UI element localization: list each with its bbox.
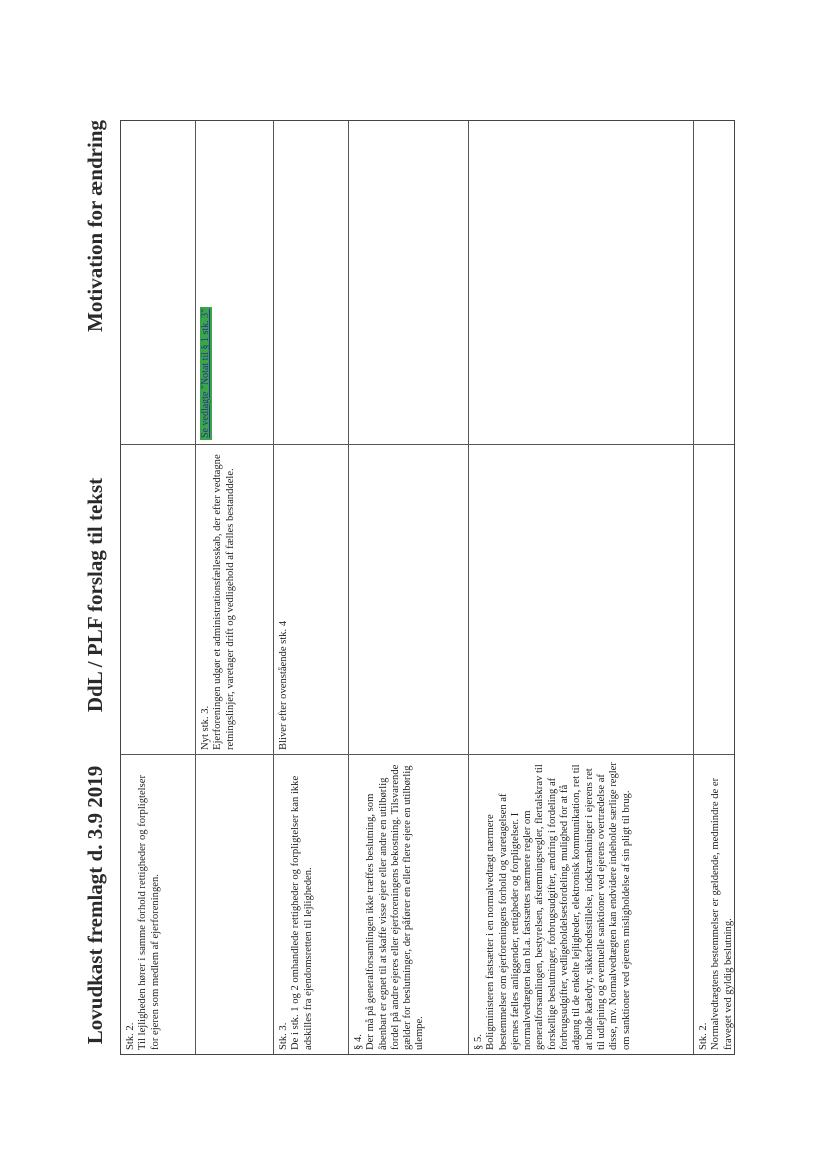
table-cell-forslag <box>694 444 734 754</box>
table-cell-motivation <box>349 121 468 444</box>
comparison-table <box>120 120 735 1055</box>
header-motivation: Motivation for ændring <box>83 120 107 332</box>
table-cell-motivation <box>121 121 195 444</box>
rotated-page <box>70 120 735 1055</box>
table-cell-forslag: Nyt stk. 3. Ejerforeningen udgør et administrationsfællesskab, der efter vedtagne retningslinjer, varetager drift og vedligehold af fælles bestanddele. <box>196 444 273 754</box>
table-cell-lovudkast: § 5. Boligministeren fastsætter i en normalvedtægt nærmere bestemmelser om ejerforeningens forhold og varetagelsen af ejernes fælles anliggender, rettigheder og forpligtelser. I normalvedtægten kan bl.a. fastsættes nærmere regler om generalforsamlingen, bestyrelsen, afstemningsregler, flertalskrav til forskellige beslutninger, forbrugsudgifter, ændring i fordeling af forbrugsudgifter, vedligeholdelsesfordeling, mulighed for at få adgang til de enkelte lejligheder, elektronisk kommunikation, ret til at holde kæledyr, sikkerhedsstillelse, indskrænkninger i ejerens ret til udlejning og eventuelle sanktioner ved ejerens overtrædelse af disse, mv. Normalvedtægten kan endvidere indeholde særlige regler om sanktioner ved ejerens misligholdelse af sin pligt til brug. <box>469 754 693 1054</box>
header-lovudkast: Lovudkast fremlagt d. 3.9 2019 <box>83 765 107 1045</box>
table-cell-lovudkast: Stk. 2. Til lejligheden hører i samme forhold rettigheder og forpligtelser for ejeren som medlem af ejerforeningen. <box>121 754 195 1054</box>
table-cell-forslag <box>121 444 195 754</box>
table-row <box>121 121 196 1054</box>
table-row <box>469 121 694 1054</box>
header-forslag: DdL / PLF forslag til tekst <box>83 477 107 713</box>
table-cell-forslag: Bliver efter ovenstående stk. 4 <box>274 444 348 754</box>
table-row <box>349 121 469 1054</box>
table-cell-lovudkast: Stk. 2. Normalvedtægtens bestemmelser er gældende, medmindre de er fraveget ved gyldig beslutning. <box>694 754 734 1054</box>
table-cell-motivation <box>694 121 734 444</box>
table-cell-motivation <box>274 121 348 444</box>
note-link[interactable]: Se vedlagte "Notat til § 1 stk. 3" <box>200 308 211 438</box>
table-row <box>274 121 349 1054</box>
table-cell-forslag <box>349 444 468 754</box>
table-cell-lovudkast: Stk. 3. De i stk. 1 og 2 omhandlede rettigheder og forpligtelser kan ikke adskilles fra ejendomsretten til lejligheden. <box>274 754 348 1054</box>
table-row <box>694 121 734 1054</box>
table-cell-forslag <box>469 444 693 754</box>
table-cell-lovudkast: § 4. Der må på generalforsamlingen ikke træffes beslutning, som åbenbart er egnet til at skaffe visse ejere eller andre en utilbørlig fordel på andre ejeres eller ejerforeningens bekostning. Tilsvarende gælder for beslutninger, der påfører en eller flere ejere en utilbørlig ulempe. <box>349 754 468 1054</box>
table-cell-lovudkast <box>196 754 273 1054</box>
table-row <box>196 121 274 1054</box>
table-cell-motivation <box>196 121 273 444</box>
table-cell-motivation <box>469 121 693 444</box>
